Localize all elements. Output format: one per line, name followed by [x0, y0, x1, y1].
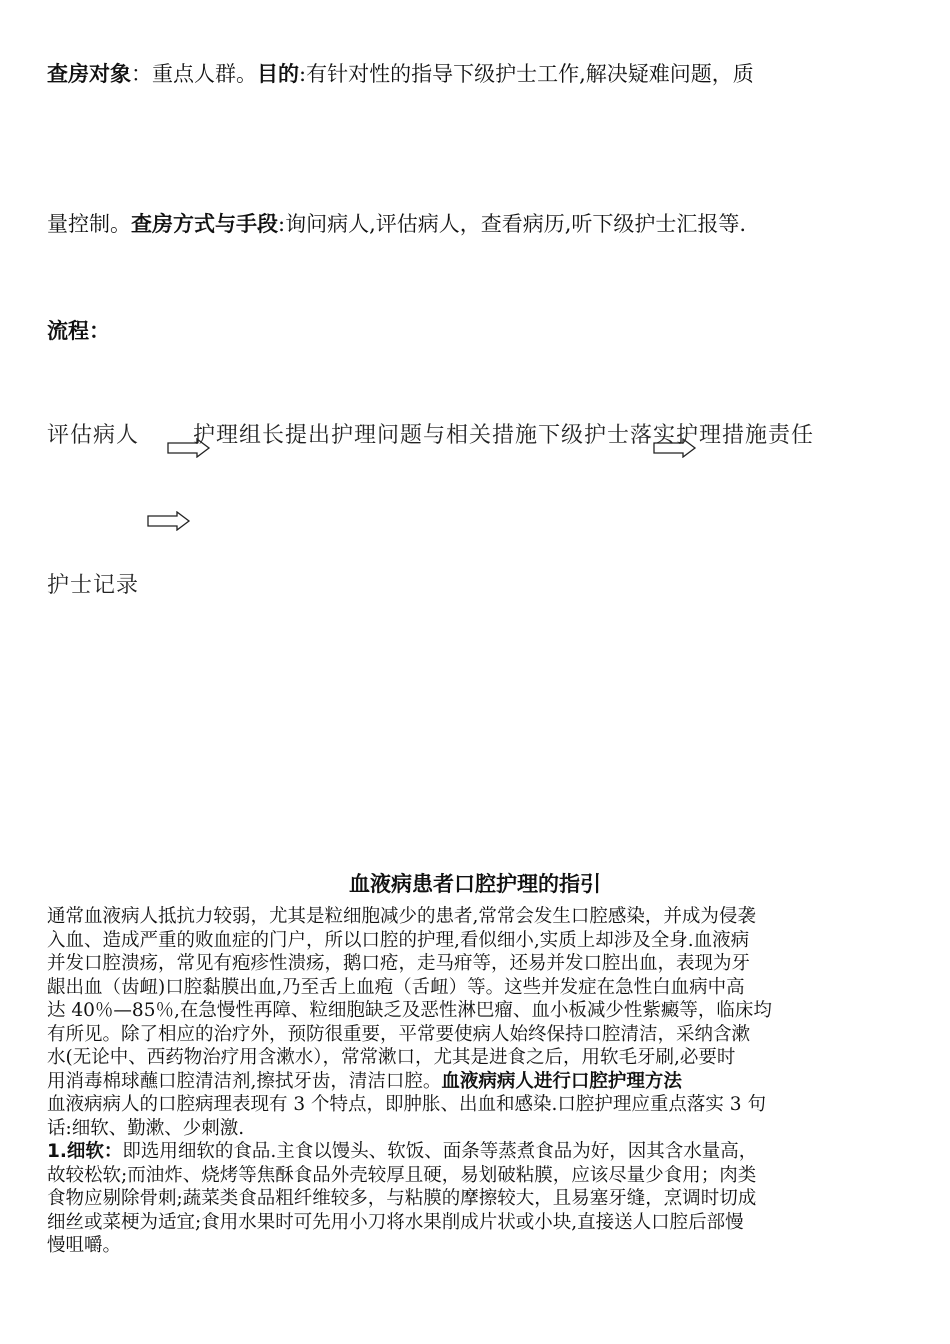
paragraph-line: 入血、造成严重的败血症的门户，所以口腔的护理,看似细小,实质上却涉及全身.血液病 [47, 929, 750, 951]
subheading-oral-care-method: 血液病病人进行口腔护理方法 [441, 1070, 682, 1092]
flow-step-measures: 护理组长提出护理问题与相关措施下级护士落实护理措施责任 [193, 423, 815, 448]
flow-heading: 流程： [47, 319, 110, 343]
paragraph-text: 用消毒棉球蘸口腔清洁剂,擦拭牙齿，清洁口腔。 [47, 1070, 442, 1092]
section-title: 血液病患者口腔护理的指引 [349, 872, 601, 896]
section-body [47, 905, 907, 1258]
paragraph-line [47, 1070, 907, 1094]
paragraph-line: 通常血液病人抵抗力较弱，尤其是粒细胞减少的患者,常常会发生口腔感染，并成为侵袭 [47, 906, 756, 927]
flow-step-assess: 评估病人 [47, 423, 140, 448]
list-item-soft [47, 1140, 907, 1164]
paragraph-line: 细丝或菜梗为适宜;食用水果时可先用小刀将水果削成片状或小块,直接送人口腔后部慢 [47, 1211, 744, 1233]
paragraph-line: 血液病病人的口腔病理表现有 3 个特点，即肿胀、出血和感染.口腔护理应重点落实 3 句 [47, 1094, 766, 1115]
item-text: 即选用细软的食品.主食以馒头、软饭、面条等蒸煮食品为好，因其含水量高， [122, 1141, 758, 1162]
arrow-right-icon [653, 438, 697, 458]
intro-line-1 [47, 61, 754, 87]
intro-line-2 [47, 211, 746, 237]
label-purpose: 目的 [257, 62, 299, 86]
paragraph-line: 并发口腔溃疡，常见有疱疹性溃疡，鹅口疮，走马疳等，还易并发口腔出血，表现为牙 [47, 953, 751, 974]
paragraph-line: 慢咀嚼。 [47, 1235, 122, 1256]
label-method: 查房方式与手段 [131, 212, 278, 236]
paragraph-line: 有所见。除了相应的治疗外，预防很重要，平常要使病人始终保持口腔清洁，采纳含漱 [47, 1023, 751, 1045]
paragraph-line: 水(无论中、西药物治疗用含漱水），常常漱口，尤其是进食之后，用软毛牙刷,必要时 [47, 1047, 736, 1068]
purpose-text-continued: 量控制。 [47, 212, 131, 236]
paragraph-line: 话:细软、勤漱、少刺激. [47, 1117, 245, 1139]
label-ward-round-target: 查房对象 [47, 62, 131, 86]
paragraph-line: 达 40％—85％,在急慢性再障、粒细胞缺乏及恶性淋巴瘤、血小板减少性紫癜等，临床均 [47, 1000, 772, 1021]
paragraph-line: 故较松软;而油炸、烧烤等焦酥食品外壳较厚且硬，易划破粘膜，应该尽量少食用；肉类 [47, 1164, 757, 1186]
paragraph-line: 食物应剔除骨刺;蔬菜类食品粗纤维较多，与粘膜的摩擦较大，且易塞牙缝，烹调时切成 [47, 1188, 757, 1209]
arrow-right-icon [147, 511, 191, 531]
ward-round-target-text: ：重点人群。 [131, 62, 257, 86]
arrow-right-icon [167, 438, 211, 458]
item-label-soft: 1.细软： [47, 1141, 123, 1162]
method-text: :询问病人,评估病人，查看病历,听下级护士汇报等. [278, 212, 747, 236]
flow-step-record: 护士记录 [47, 573, 140, 598]
paragraph-line: 龈出血（齿衄)口腔黏膜出血,乃至舌上血疱（舌衄）等。这些并发症在急性白血病中高 [47, 976, 745, 998]
purpose-text: :有针对性的指导下级护士工作,解决疑难问题，质 [299, 62, 754, 86]
